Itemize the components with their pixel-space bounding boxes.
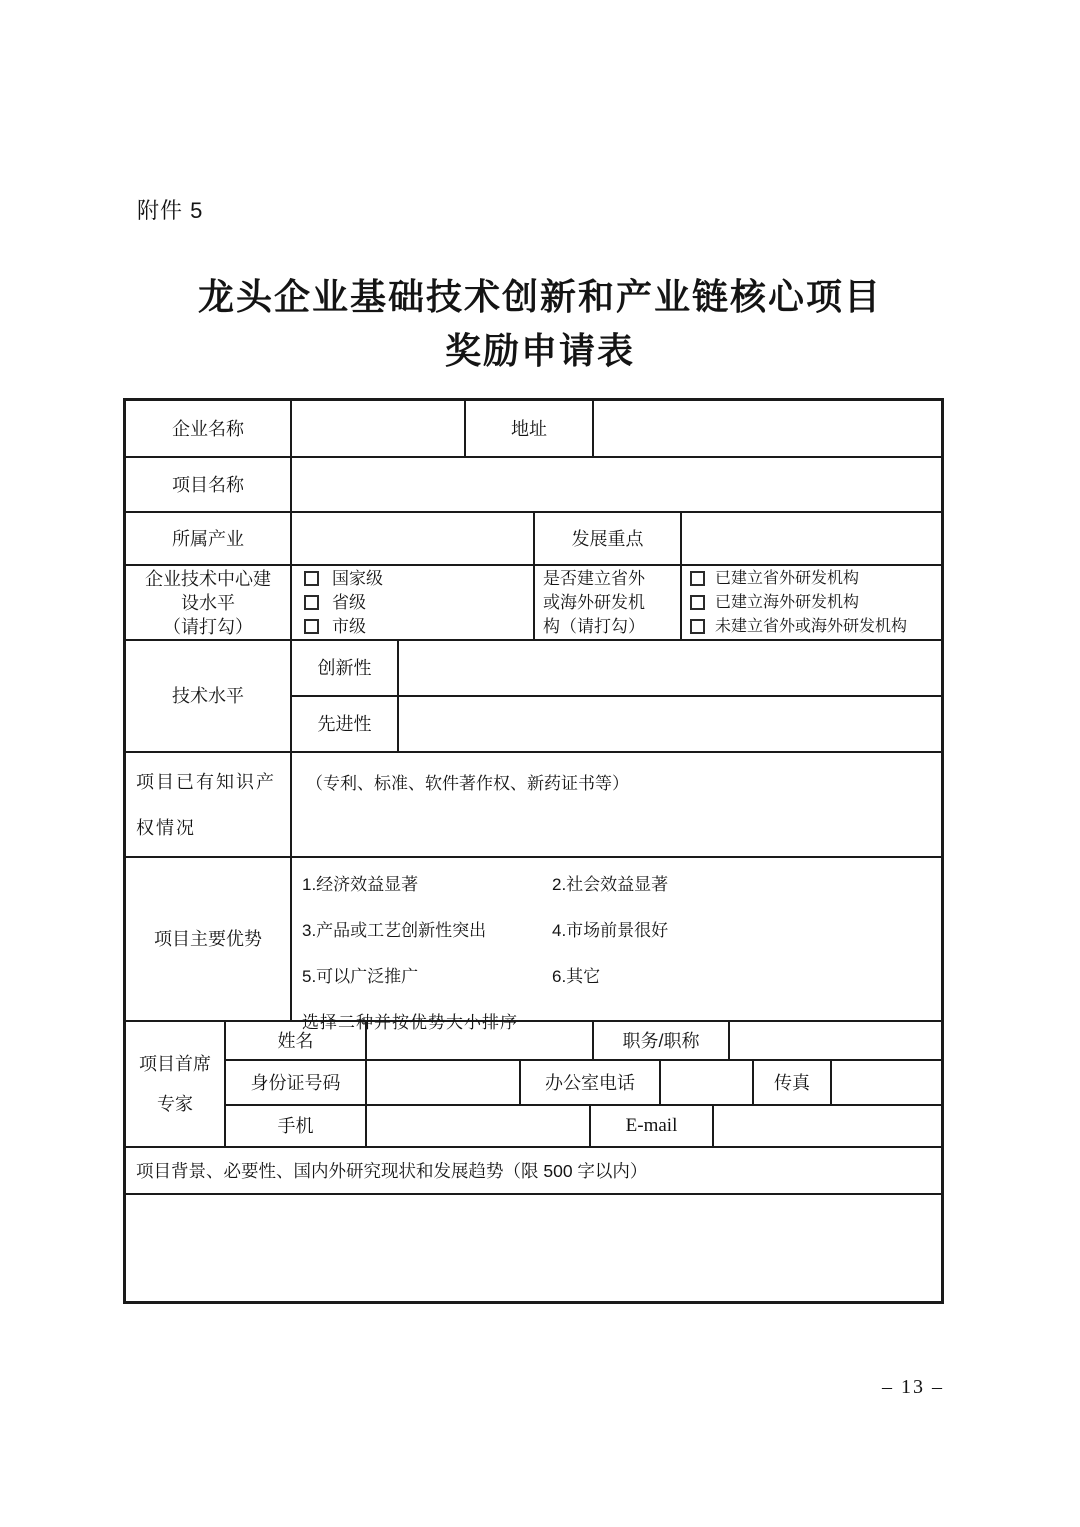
ip-input-cell[interactable] (292, 753, 941, 856)
tech-center-option-national (304, 568, 533, 589)
advancement-label: 先进性 (292, 697, 399, 751)
advantages-line-2 (302, 916, 941, 941)
advantage-item-5: 5.可以广泛推广 (302, 967, 419, 986)
advantage-item-1: 1.经济效益显著 (302, 875, 419, 894)
company-name-label: 企业名称 (126, 401, 292, 456)
expert-name-label: 姓名 (226, 1022, 367, 1059)
expert-id-row (226, 1061, 941, 1105)
overseas-option-1-label: 已建立省外研发机构 (715, 570, 860, 587)
expert-title-label: 职务/职称 (594, 1022, 730, 1059)
background-label: 项目背景、必要性、国内外研究现状和发展趋势（限 500 字以内） (136, 1161, 648, 1181)
row-company (126, 401, 941, 458)
dev-focus-input-cell[interactable] (682, 513, 941, 564)
overseas-option-none-built (690, 616, 941, 637)
overseas-option-3-label: 未建立省外或海外研发机构 (715, 618, 908, 635)
innovation-row (292, 641, 941, 697)
tech-level-label: 技术水平 (126, 641, 292, 751)
project-name-input-cell[interactable] (292, 458, 941, 511)
background-input-cell[interactable] (126, 1195, 941, 1301)
attachment-label: 附件 5 (137, 198, 204, 223)
tech-center-option-national-label: 国家级 (332, 569, 383, 588)
tech-center-label-line2: 设水平 (181, 592, 235, 613)
checkbox-overseas-1-icon[interactable] (690, 571, 705, 586)
tech-center-option-provincial (304, 592, 533, 613)
innovation-label: 创新性 (292, 641, 399, 695)
chief-expert-label (126, 1022, 226, 1146)
email-input-cell[interactable] (714, 1106, 941, 1146)
advancement-row (292, 697, 941, 751)
email-label: E-mail (591, 1106, 714, 1146)
fax-label: 传真 (754, 1061, 832, 1103)
overseas-rd-label-line3: 构（请打勾） (543, 616, 645, 636)
overseas-rd-label-line2: 或海外研发机 (543, 592, 645, 612)
expert-mobile-row (226, 1106, 941, 1146)
overseas-option-overseas-built (690, 592, 941, 613)
industry-label: 所属产业 (126, 513, 292, 564)
tech-center-option-provincial-label: 省级 (332, 593, 366, 612)
advantages-note: 选择二种并按优势大小排序 (302, 1013, 518, 1032)
expert-id-input-cell[interactable] (367, 1061, 521, 1103)
mobile-label: 手机 (226, 1106, 367, 1146)
overseas-rd-options (682, 566, 941, 639)
row-project-name (126, 458, 941, 513)
advantages-line-1 (302, 870, 941, 895)
advancement-input-cell[interactable] (399, 697, 941, 751)
project-name-label: 项目名称 (126, 458, 292, 511)
expert-title-input-cell[interactable] (730, 1022, 941, 1059)
chief-expert-label-line1: 项目首席 (139, 1054, 211, 1074)
advantages-line-3 (302, 962, 941, 987)
row-ip (126, 753, 941, 858)
overseas-option-2-label: 已建立海外研发机构 (715, 594, 860, 611)
tech-level-subgrid (292, 641, 941, 751)
mobile-input-cell[interactable] (367, 1106, 591, 1146)
overseas-rd-label-line1: 是否建立省外 (543, 568, 645, 588)
expert-name-input-cell[interactable] (367, 1022, 594, 1059)
row-background-label (126, 1148, 941, 1195)
tech-center-label-line1: 企业技术中心建 (145, 568, 271, 589)
application-form-table (123, 398, 944, 1304)
row-background-content (126, 1195, 941, 1301)
advantages-content (292, 858, 941, 1032)
checkbox-overseas-3-icon[interactable] (690, 619, 705, 634)
tech-center-label-line3: （请打勾） (163, 616, 253, 637)
office-phone-input-cell[interactable] (661, 1061, 754, 1103)
page-title-line1: 龙头企业基础技术创新和产业链核心项目 (197, 276, 882, 317)
ip-hint: （专利、标准、软件著作权、新药证书等） (306, 774, 629, 793)
office-phone-label: 办公室电话 (521, 1061, 661, 1103)
chief-expert-label-line2: 专家 (157, 1094, 193, 1114)
tech-center-option-municipal-label: 市级 (332, 617, 366, 636)
overseas-option-provincial-built (690, 568, 941, 589)
advantage-item-4: 4.市场前景很好 (552, 921, 669, 940)
overseas-rd-label (535, 566, 682, 639)
page-title-line2: 奖励申请表 (444, 330, 635, 371)
checkbox-provincial-icon[interactable] (304, 595, 319, 610)
address-input-cell[interactable] (594, 401, 941, 456)
row-advantages (126, 858, 941, 1032)
advantage-item-3: 3.产品或工艺创新性突出 (302, 921, 487, 940)
address-label: 地址 (466, 401, 594, 456)
row-industry (126, 513, 941, 566)
advantage-item-6: 6.其它 (552, 967, 601, 986)
checkbox-overseas-2-icon[interactable] (690, 595, 705, 610)
checkbox-municipal-icon[interactable] (304, 619, 319, 634)
advantage-item-2: 2.社会效益显著 (552, 875, 669, 894)
checkbox-national-icon[interactable] (304, 571, 319, 586)
company-name-input-cell[interactable] (292, 401, 466, 456)
row-tech-level (126, 641, 941, 753)
advantages-label: 项目主要优势 (126, 858, 292, 1020)
fax-input-cell[interactable] (832, 1061, 941, 1103)
chief-expert-subgrid (226, 1022, 941, 1146)
row-chief-expert (126, 1022, 941, 1148)
page-number: – 13 – (882, 1376, 944, 1398)
expert-name-row (226, 1022, 941, 1061)
dev-focus-label: 发展重点 (535, 513, 682, 564)
page-title (0, 270, 1080, 378)
innovation-input-cell[interactable] (399, 641, 941, 695)
row-tech-center (126, 566, 941, 641)
expert-id-label: 身份证号码 (226, 1061, 367, 1103)
ip-label: 项目已有知识产权情况 (126, 753, 292, 856)
tech-center-label (126, 566, 292, 639)
tech-center-options (292, 566, 535, 639)
industry-input-cell[interactable] (292, 513, 535, 564)
tech-center-option-municipal (304, 616, 533, 637)
